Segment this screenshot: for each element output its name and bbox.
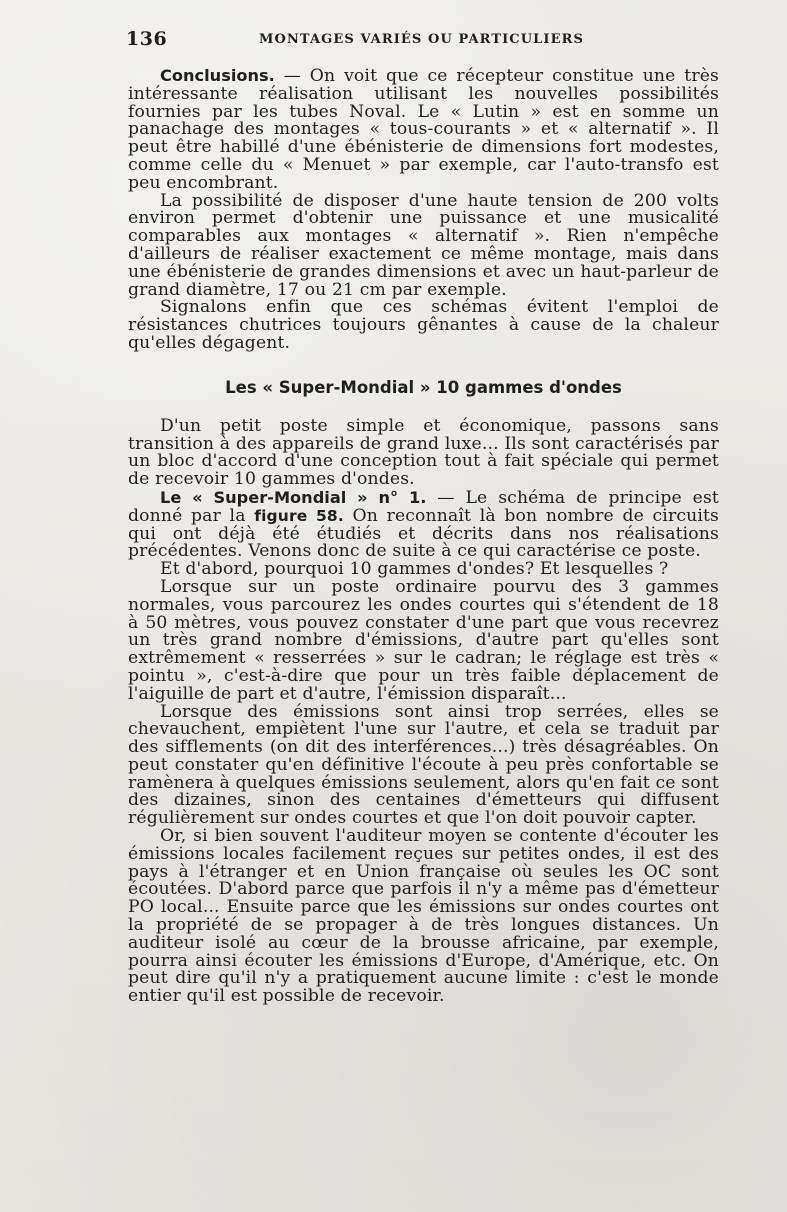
paragraph-intro: D'un petit poste simple et économique, passons sans transition à des appareils de grand luxe... Ils sont caractérisés par un bloc d'accord d'une conception tout à fait spéciale qui permet de recevoir 10 gammes d'ondes. — [128, 415, 719, 490]
running-head: MONTAGES VARIÉS OU PARTICULIERS — [259, 32, 584, 47]
section-title: Les « Super-Mondial » 10 gammes d'ondes — [225, 377, 622, 397]
figure-reference: figure 58. — [254, 506, 344, 525]
paragraph-resistances: Signalons enfin que ces schémas évitent l'emploi de résistances chutrices toujours gênantes à cause de la chaleur qu'elles dégagent. — [128, 297, 719, 353]
conclusions-lead: Conclusions. — [160, 66, 275, 85]
paragraph-conclusions — [128, 67, 719, 193]
page-header — [126, 28, 718, 50]
paragraph-interferences: Lorsque des émissions sont ainsi trop serrées, elles se chevauchent, empiètent l'une sur l'autre, et cela se traduit par des sifflements (on dit des interférences...) très désagréables. On peut constater qu'en définitive l'écoute à peu près confortable se ramènera à quelques émissions seulement, alors qu'en fait ce sont des dizaines, sinon des centaines d'émetteurs qui diffusent régulièrement sur ondes courtes et que l'on doit pouvoir capter. — [128, 701, 719, 829]
super-mondial-lead: Le « Super-Mondial » n° 1. — [160, 487, 427, 507]
paragraph-tension: La possibilité de disposer d'une haute tension de 200 volts environ permet d'obtenir une puissance et une musicalité comparables aux montages « alternatif ». Rien n'empêche d'ailleurs de réaliser exactement ce même montage, mais dans une ébénisterie de grandes dimensions et avec un haut-parleur de grand diamètre, 17 ou 21 cm par exemple. — [128, 190, 719, 300]
super-mondial-text-a: — Le schéma de principe est donné par la — [128, 487, 719, 526]
page-number: 136 — [126, 28, 168, 50]
page-body — [128, 67, 719, 1006]
conclusions-text: — On voit que ce récepteur constitue une très intéressante réalisation utilisant les nouvelles possibilités fournies par les tubes Noval. Le « Lutin » est en somme un panachage des montages « tous-courants » et « alternatif ». Il peut être habillé d'une ébénisterie de dimensions fort modestes, comme celle du « Menuet » par exemple, car l'auto-transfo est peu encombrant. — [128, 66, 719, 193]
paragraph-auditeur: Or, si bien souvent l'auditeur moyen se contente d'écouter les émissions locales facilement reçues sur petites ondes, il est des pays à l'étranger et en Union française où seules les OC sont écoutées. D'abord parce que parfois il n'y a même pas d'émetteur PO local... Ensuite parce que les émissions sur ondes courtes ont la propriété de se propager à de très longues distances. Un auditeur isolé au cœur de la brousse africaine, par exemple, pourra ainsi écouter les émissions d'Europe, d'Amérique, etc. On peut dire qu'il n'y a pratiquement aucune limite : c'est le monde entier qu'il est possible de recevoir. — [128, 826, 719, 1007]
paragraph-question: Et d'abord, pourquoi 10 gammes d'ondes? Et lesquelles ? — [160, 559, 669, 580]
paragraph-super-mondial-1 — [128, 489, 719, 561]
super-mondial-text-b: On reconnaît là bon nombre de circuits qui ont déjà été étudiés et décrits dans nos réalisations précédentes. Venons donc de suite à ce qui caractérise ce poste. — [128, 505, 719, 562]
paragraph-ondes-courtes: Lorsque sur un poste ordinaire pourvu des 3 gammes normales, vous parcourez les ondes courtes qui s'étendent de 18 à 50 mètres, vous pouvez constater d'une part que vous recevrez un très grand nombre d'émissions, d'autre part qu'elles sont extrêmement « resserrées » sur le cadran; le réglage est très « pointu », c'est-à-dire que pour un très faible déplacement de l'aiguille de part et d'autre, l'émission disparaît... — [128, 576, 719, 704]
